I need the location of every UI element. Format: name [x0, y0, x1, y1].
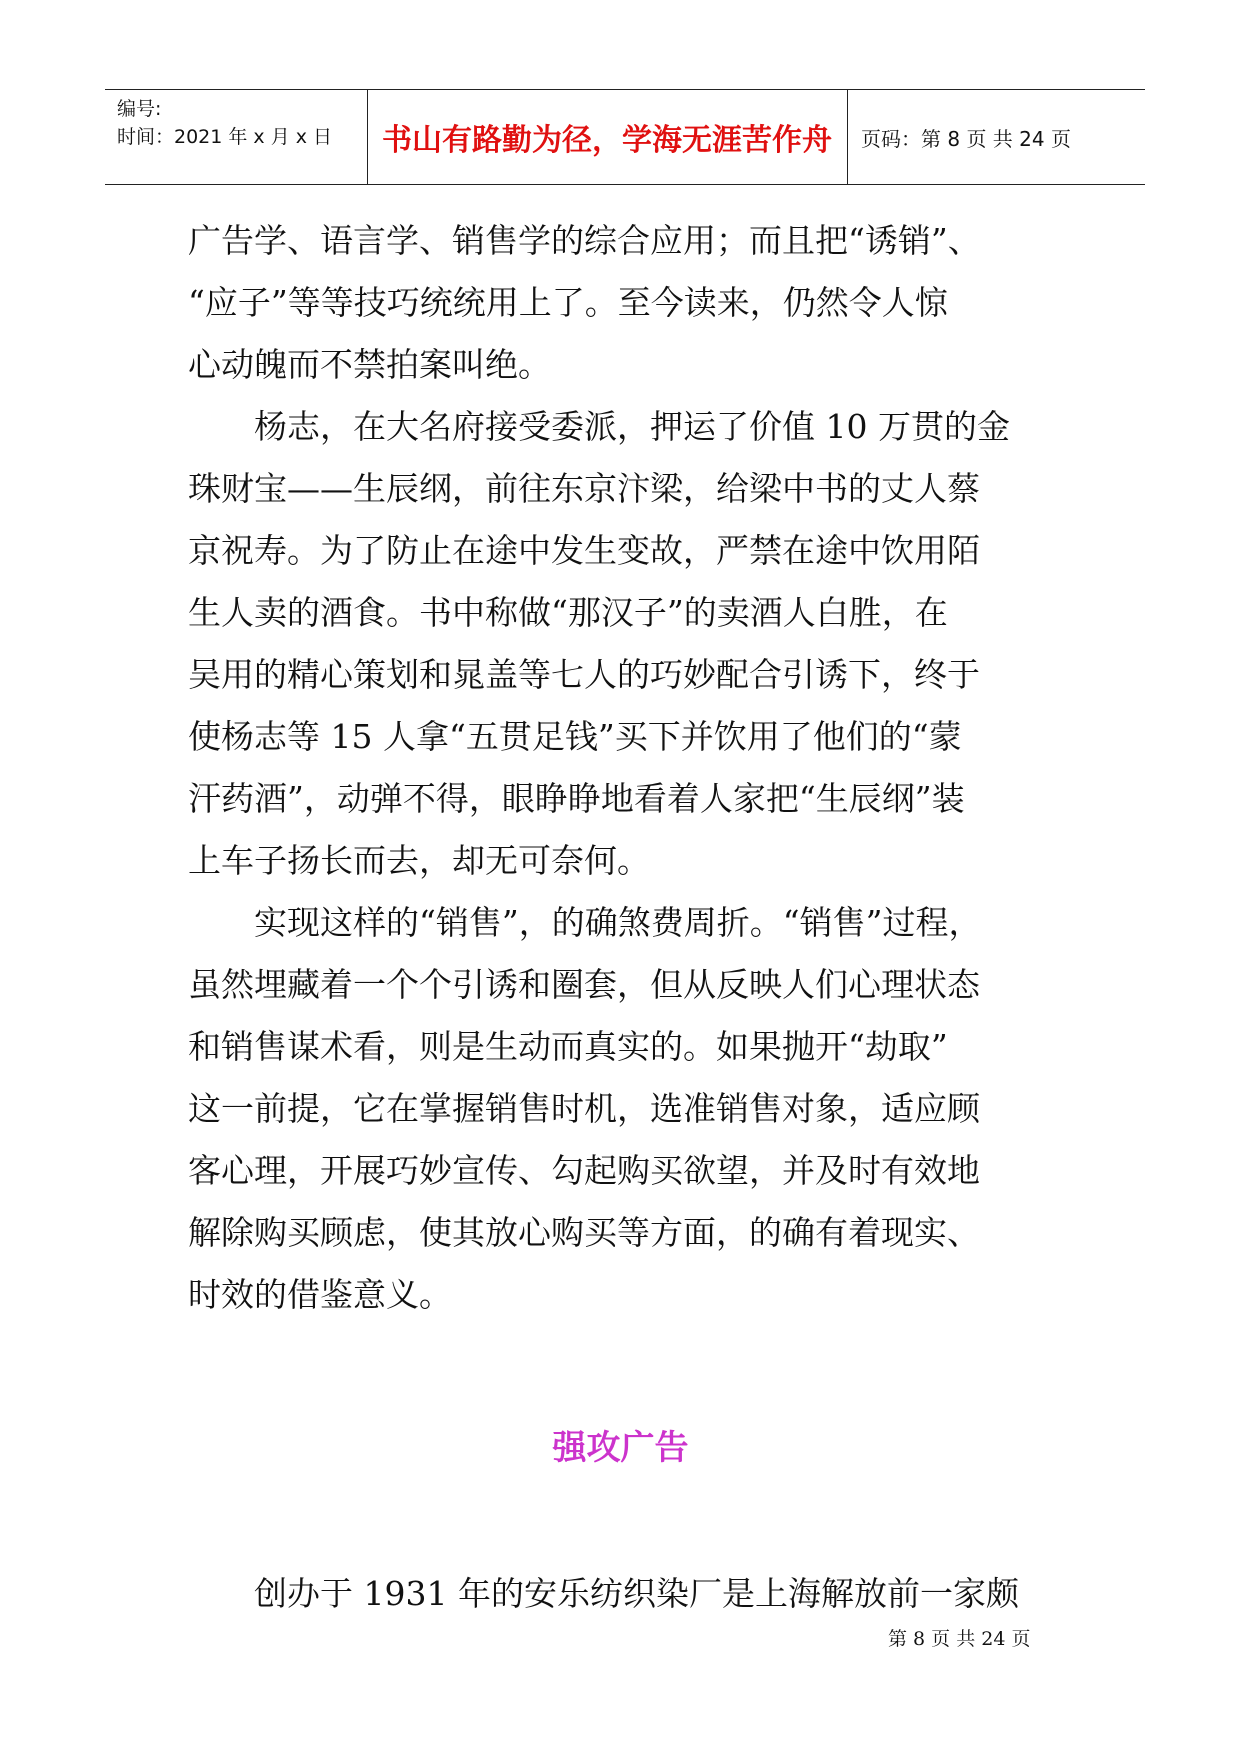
text-line: 使杨志等 15 人拿“五贯足钱”买下并饮用了他们的“蒙: [188, 717, 962, 756]
header-motto: 书山有路勤为径，学海无涯苦作舟: [367, 90, 848, 184]
section-heading: 强攻广告: [552, 1428, 689, 1468]
serial-number-label: 编号:: [117, 98, 162, 120]
text-line: 虽然埋藏着一个个引诱和圈套，但从反映人们心理状态: [188, 965, 980, 1004]
text-line: 京祝寿。为了防止在途中发生变故，严禁在途中饮用陌: [188, 531, 980, 570]
text-line: “应子”等等技巧统统用上了。至今读来，仍然令人惊: [188, 283, 948, 322]
text-line: 时效的借鉴意义。: [188, 1275, 452, 1314]
text-line: 这一前提，它在掌握销售时机，选准销售对象，适应顾: [188, 1089, 980, 1128]
page-footer: 第 8 页 共 24 页: [888, 1628, 1031, 1650]
text-line: 客心理，开展巧妙宣传、勾起购买欲望，并及时有效地: [188, 1151, 980, 1190]
text-line: 珠财宝——生辰纲，前往东京汴梁，给梁中书的丈人蔡: [188, 469, 980, 508]
text-line: 心动魄而不禁拍案叫绝。: [188, 345, 551, 384]
text-line: 上车子扬长而去，却无可奈何。: [188, 841, 650, 880]
body-text: [188, 210, 1068, 1326]
header-page-code: 页码：第 8 页 共 24 页: [861, 126, 1071, 151]
text-line: 解除购买顾虑，使其放心购买等方面，的确有着现实、: [188, 1213, 980, 1252]
text-line: 吴用的精心策划和晁盖等七人的巧妙配合引诱下，终于: [188, 655, 980, 694]
document-header: [105, 89, 1145, 185]
text-line: 实现这样的“销售”，的确煞费周折。“销售”过程，: [188, 903, 982, 942]
text-line: 杨志，在大名府接受委派，押运了价值 10 万贯的金: [188, 407, 1010, 446]
text-line: 生人卖的酒食。书中称做“那汉子”的卖酒人白胜，在: [188, 593, 948, 632]
text-line: 创办于 1931 年的安乐纺织染厂是上海解放前一家颇: [188, 1574, 1019, 1613]
text-line: 汗药酒”，动弹不得，眼睁睁地看着人家把“生辰纲”装: [188, 779, 965, 818]
text-line: 和销售谋术看，则是生动而真实的。如果抛开“劫取”: [188, 1027, 948, 1066]
header-info-cell: [105, 90, 368, 184]
date-label: 时间：2021 年 x 月 x 日: [117, 126, 333, 148]
text-line: 广告学、语言学、销售学的综合应用；而且把“诱销”、: [188, 221, 981, 260]
